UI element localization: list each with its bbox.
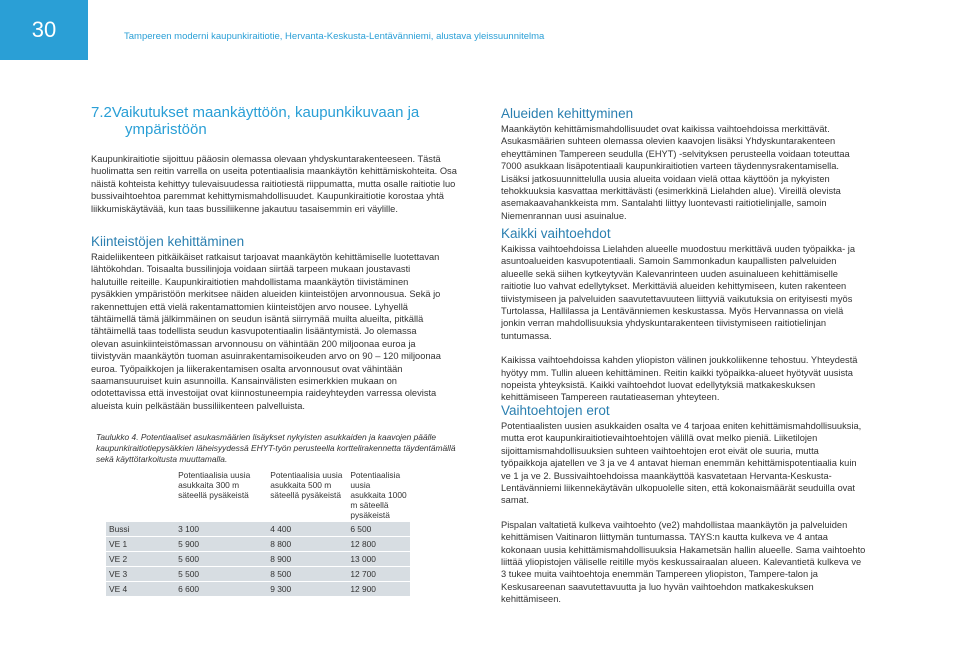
running-header: Tampereen moderni kaupunkiraitiotie, Hervanta-Keskusta-Lentävänniemi, alustava yleissuunnitelma xyxy=(124,31,545,42)
page-number: 30 xyxy=(0,0,88,60)
table-cell: 5 500 xyxy=(175,567,267,582)
table-row xyxy=(106,552,410,567)
table-cell: VE 4 xyxy=(106,582,175,597)
section-7-2 xyxy=(91,104,463,215)
vaihtoehtojen-body-2: Pispalan valtatietä kulkeva vaihtoehto (ve2) mahdollistaa maankäytön ja palveluiden kehittämisen Vaitinaron liittymän tuntumassa. TAYS:n kautta kulkeva ve 4 antaa kokonaan uusia kehittämismahdollisuuksia Hakametsän hallin alueelle. Sama vaihtoehto liittää yliopistojen väliselle reitille myös keskussairaalan alueen. Kalevantietä kulkeva ve 3 tukee muita vaihtoehtoja enemmän Tampereen yliopiston, Tampere-talon ja Keskusareenan saavutettavuutta ja luo hyvän vaihtoehdon matkakeskuksen kehittämiseen. xyxy=(501,519,866,605)
kaikki-title: Kaikki vaihtoehdot xyxy=(501,226,611,241)
table-cell: 12 900 xyxy=(347,582,410,597)
vaihtoehtojen-section xyxy=(501,403,867,606)
alueiden-title: Alueiden kehittyminen xyxy=(501,106,634,121)
kiinteistojen-body: Raideliikenteen pitkäikäiset ratkaisut tarjoavat maankäytön kehittämiselle luotettavan lähtökohdan. Toisaalta bussilinjoja voidaan siirtää tarpeen mukaan joustavasti halutuille reiteille. Kaupunkiraitiotien mahdollistama maankäytön tiivistäminen pysäkkien ympäristöön merkitsee näiden alueiden kiinteistöjen arvonnousua. Sekä jo rakennettujen että vielä rakentamattomien kiinteistöjen arvo nousee. Lyhyellä tähtäimellä tämä jälkimmäinen on seudun isäntä siirrymää muilta alueilta, pitkällä tähtäimellä taas todellista seudun kasvupotentiaalin lisääntymistä. Jo olemassa olevan asuinkiinteistömassan arvonnousu on vähintään 200 miljoonaa euroa ja tiivistyvän maankäytön tuoman asuinrakentamisoikeuden arvo on 90 – 120 miljoonaa euroa. Työpaikkojen ja liikerakentamisen osalta arvonnousut ovat vähintään saamansuuruiset kuin asunnoilla. Kansainvälisten esimerkkien mukaan on odotettavissa että investoijat ovat kiinnostuneempia raideyhteyden varressa olevista alueista kuin pelkästään bussiliikenteen palvelluista. xyxy=(91,252,441,411)
table-cell: 12 700 xyxy=(347,567,410,582)
table-row xyxy=(106,522,410,537)
table-cell: 6 600 xyxy=(175,582,267,597)
table-cell: VE 2 xyxy=(106,552,175,567)
table-cell: 5 600 xyxy=(175,552,267,567)
alueiden-section xyxy=(501,106,867,222)
table-cell: Bussi xyxy=(106,522,175,537)
alueiden-body: Maankäytön kehittämismahdollisuudet ovat kaikissa vaihtoehdoissa merkittävät. Asukasmäärien suhteen olemassa olevien kaavojen lisäksi Yhdyskuntarakenteen eheyttäminen Tampereen seudulla (EHYT) -selvityksen perusteella voidaan toteuttaa 7000 asukkaan lisäpotentiaali kaupunkiraitiotien varteen täydennysrakentamisella. Lisäksi jatkosuunnittelulla uusia alueita voidaan vielä ottaa käyttöön ja nykyisten tehokkuuksia kasvattaa merkittävästi (esimerkkinä Lielahden alue). Vireillä olevista asemakaavahankkeista mm. Santalahti liittyy luontevasti raitiotielinjalle, samoin Niemenrannan uusi asuinalue. xyxy=(501,124,850,221)
section-title-line2: ympäristöön xyxy=(125,121,207,138)
table-caption xyxy=(96,432,458,466)
kiinteistojen-title: Kiinteistöjen kehittäminen xyxy=(91,234,245,249)
table-row xyxy=(106,582,410,597)
table-cell: 8 800 xyxy=(267,537,347,552)
table-header-empty xyxy=(106,468,175,522)
table-cell: 12 800 xyxy=(347,537,410,552)
table-cell: 8 500 xyxy=(267,567,347,582)
table-header-1000m: Potentiaalisia uusia asukkaita 1000 m säteellä pysäkeistä xyxy=(347,468,410,522)
kaikki-body-1: Kaikissa vaihtoehdoissa Lielahden alueelle muodostuu merkittävä uuden työpaikka- ja asuntoalueiden kasvupotentiaali. Samoin Sammonkadun kaupallisten palveluiden alueelle sekä siihen kytkeytyvän Kalevanrinteen uuden asuinalueen kehittämiselle raitiotie luo vahvat edellytykset. Merkittäviä alueiden kehittymiseen, kuten rakenteen tiivistymiseen ja palveluiden saavutettavuuteen liittyviä vaikutuksia on erityisesti myös Turtolassa, Hallilassa ja Lentävänniemen keskustassa. Myös Hervannassa on vielä jonkin verran mahdollisuuksia yhdyskuntarakenteen tiivistymiseen raitiotielinjan tuntumassa. xyxy=(501,244,856,341)
table-cell: 6 500 xyxy=(347,522,410,537)
table-cell: VE 1 xyxy=(106,537,175,552)
vaihtoehtojen-body-1: Potentiaalisten uusien asukkaiden osalta ve 4 tarjoaa eniten kehittämismahdollisuuksia, mutta erot kaupunkiraitiotievaihtoehtojen välillä ovat melko pieniä. Liiketilojen sijoittamismahdollisuuksien suhteen vaihtoehtojen erot eivät ole suuria, mutta työpaikkoja ajatellen ve 3 ja ve 4 antavat hieman enemmän kehittämispotentiaalia kuin ve 1 ja ve 2. Bussivaihtoehdoissa maankäyttöä kasvatetaan Hervanta-Keskusta-Lentävänniemi liikennekäytävän ulkopuolelle siten, että kokonaismäärät seuduilla ovat samat. xyxy=(501,421,862,506)
kaikki-section xyxy=(501,226,867,404)
table-header-300m: Potentiaalisia uusia asukkaita 300 m säteellä pysäkeistä xyxy=(175,468,267,522)
table-cell: 4 400 xyxy=(267,522,347,537)
kaikki-body-2: Kaikissa vaihtoehdoissa kahden yliopiston välinen joukkoliikenne tehostuu. Yhteydestä hyötyy mm. Tullin alueen kehittäminen. Reitin kaikki työpaikka-alueet hyötyvät uusista nopeista yhteyksistä. Kaikki vaihtoehdot luovat edellytyksiä matkakeskuksen kehittämiseen Tampereen rautatieaseman yhteyteen. xyxy=(501,355,858,403)
table-cell: 3 100 xyxy=(175,522,267,537)
table-row xyxy=(106,567,410,582)
table-cell: 9 300 xyxy=(267,582,347,597)
section-7-2-title xyxy=(91,104,463,138)
table-row xyxy=(106,537,410,552)
kiinteistojen-section xyxy=(91,234,443,412)
data-table-wrap xyxy=(106,468,410,597)
table-cell: VE 3 xyxy=(106,567,175,582)
section-number: 7.2 xyxy=(91,104,112,121)
section-title-line1: Vaikutukset maankäyttöön, kaupunkikuvaan ja xyxy=(111,104,420,121)
data-table xyxy=(106,468,410,597)
section-7-2-body: Kaupunkiraitiotie sijoittuu pääosin olemassa olevaan yhdyskuntarakenteeseen. Tästä huolimatta sen reitin varrella on useita potentiaalisia maankäytön kehittämiskohteita. Osa näistä kohteista kehittyy tulevaisuudessa raitiotiestä riippumatta, mutta osalle raitiotie luo bussivaihtoehtoa paremmat kehittymismahdollisuudet. Kaupunkiraitiotie korostaa yhtä liikkumiskäytävää, kun taas bussiliikenne jakautuu tasaisemmin eri väylille. xyxy=(91,154,457,214)
table-cell: 13 000 xyxy=(347,552,410,567)
table-cell: 8 900 xyxy=(267,552,347,567)
vaihtoehtojen-title: Vaihtoehtojen erot xyxy=(501,403,610,418)
table-caption-text: Taulukko 4. Potentiaaliset asukasmäärien lisäykset nykyisten asukkaiden ja kaavojen päälle kaupunkiraitiotiepysäkkien läheisyydessä EHYT-työn perusteella korttelirakennetta täydentämällä sekä käyttötarkoitusta muuttamalla. xyxy=(96,432,456,465)
table-header-500m: Potentiaalisia uusia asukkaita 500 m säteellä pysäkeistä xyxy=(267,468,347,522)
table-cell: 5 900 xyxy=(175,537,267,552)
